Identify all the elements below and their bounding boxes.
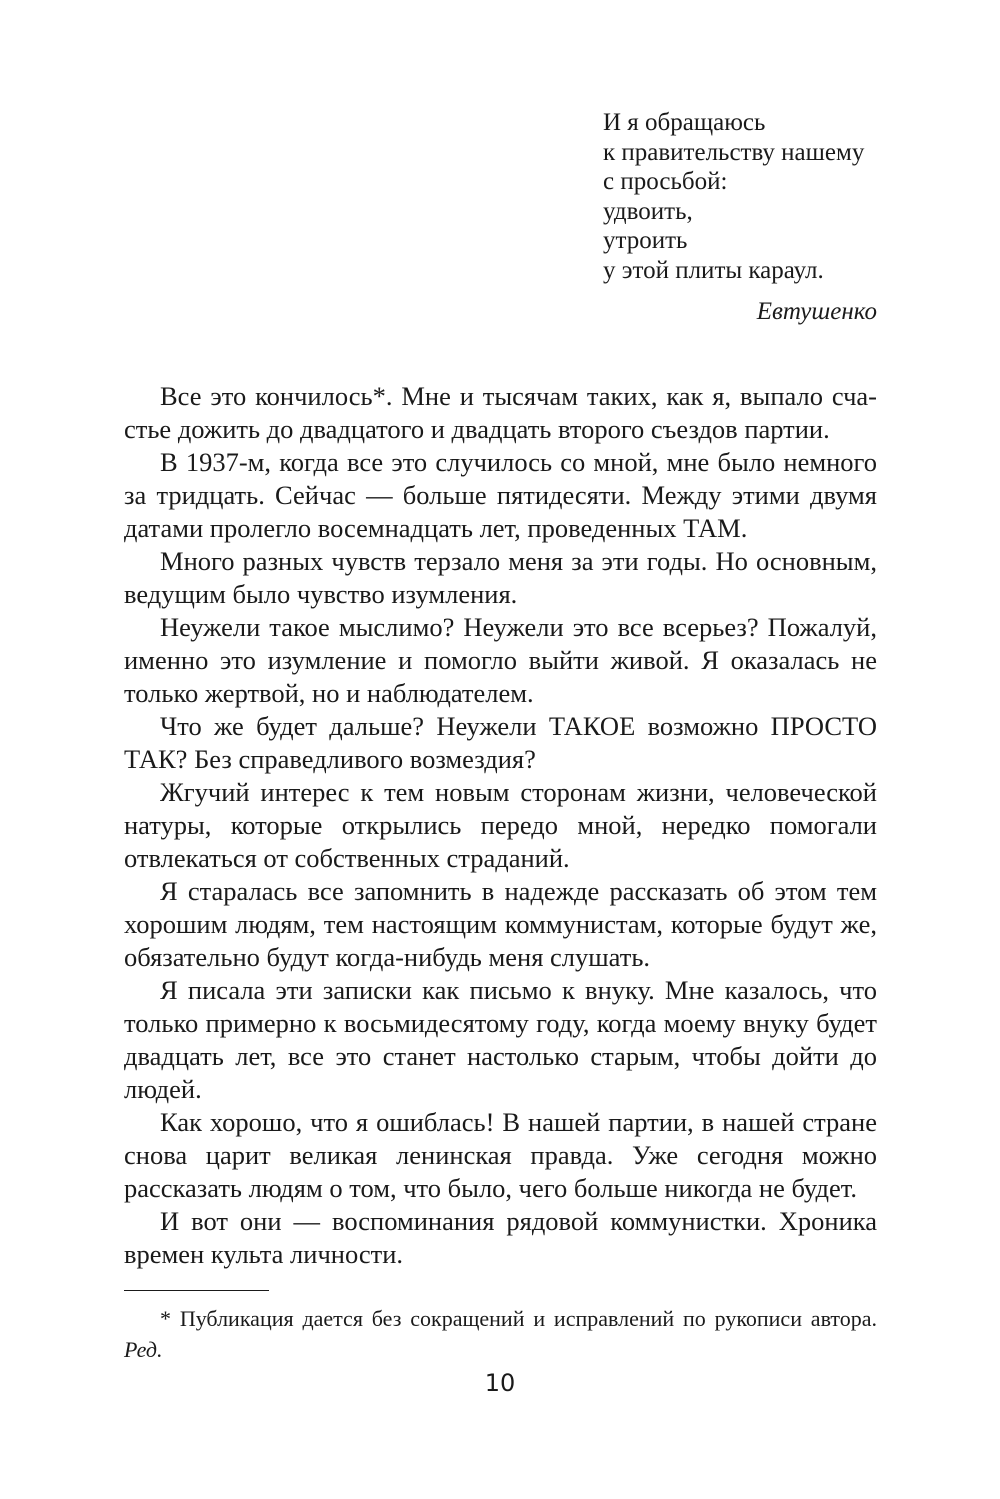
paragraph: Что же будет дальше? Неужели ТАКОЕ возможно ПРОСТО ТАК? Без справедливого возмездия? bbox=[124, 711, 877, 774]
epigraph-line: удвоить, bbox=[603, 197, 693, 225]
paragraph: Я писала эти записки как письмо к внуку. Мне казалось, что только примерно к восьмидесятому году, когда моему внуку будет двадцать лет, все это станет настолько старым, чтобы дойти до людей. bbox=[124, 975, 877, 1104]
epigraph-line: у этой плиты караул. bbox=[603, 256, 824, 284]
paragraph: Как хорошо, что я ошиблась! В нашей партии, в нашей стране снова царит великая ленинская правда. Уже сегодня можно рассказать людям о том, что было, чего больше никогда не будет. bbox=[124, 1107, 877, 1203]
epigraph-line: к правительству нашему bbox=[603, 138, 865, 166]
epigraph-line: И я обращаюсь bbox=[603, 109, 766, 136]
epigraph bbox=[603, 108, 878, 285]
paragraph: Жгучий интерес к тем новым сторонам жизни, человеческой натуры, которые открылись передо мной, нередко помогали отвлекаться от собственных страданий. bbox=[124, 777, 877, 873]
paragraph: Неужели такое мыслимо? Неужели это все всерьез? Пожалуй, именно это изумление и помогло выйти живой. Я оказалась не только жертвой, но и наблюдателем. bbox=[124, 612, 877, 708]
paragraph: Все это кончилось*. Мне и тысячам таких, как я, выпало счастье дожить до двадцатого и двадцать второго съездов партии. bbox=[124, 381, 877, 444]
epigraph-line: утроить bbox=[603, 227, 688, 254]
footnote bbox=[124, 1303, 877, 1365]
footnote-editor-note: Ред. bbox=[124, 1337, 163, 1362]
page-number: 10 bbox=[484, 1369, 516, 1397]
paragraph: Я старалась все запомнить в надежде рассказать об этом тем хорошим людям, тем настоящим коммунистам, которые будут же, обязательно будут когда-нибудь меня слушать. bbox=[124, 876, 877, 972]
main-text bbox=[124, 380, 877, 1271]
epigraph-line: с просьбой: bbox=[603, 168, 728, 195]
epigraph-author: Евтушенко bbox=[756, 298, 877, 325]
paragraph: И вот они — воспоминания рядовой коммунистки. Хроника времен культа личности. bbox=[124, 1206, 877, 1269]
footnote-divider bbox=[124, 1290, 269, 1291]
footnote-text: * Публикация дается без сокращений и исправлений по рукописи автора. bbox=[160, 1306, 877, 1331]
paragraph: Много разных чувств терзало меня за эти годы. Но основным, ведущим было чувство изумления. bbox=[124, 546, 877, 609]
paragraph: В 1937-м, когда все это случилось со мной, мне было немного за тридцать. Сейчас — больше пятидесяти. Между этими двумя датами пролегло восемнадцать лет, проведенных ТАМ. bbox=[124, 447, 877, 543]
